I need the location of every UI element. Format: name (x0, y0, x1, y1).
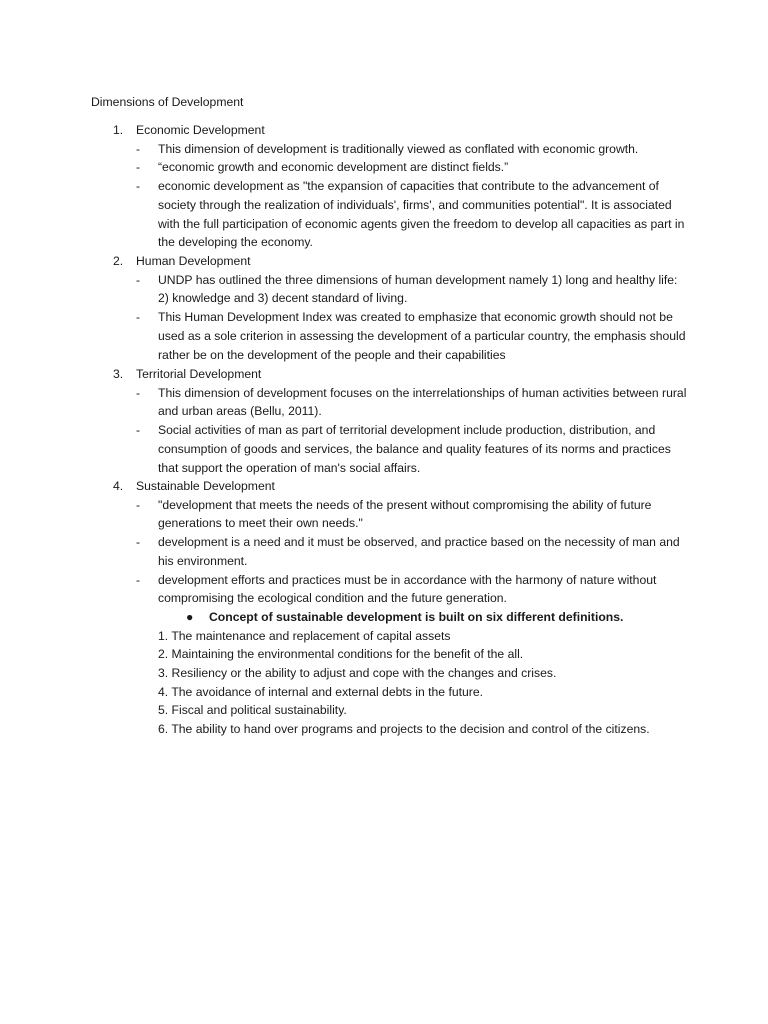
section-heading (0, 252, 768, 271)
list-item-text: "development that meets the needs of the present without compromising the ability of future generations to meet their own needs." (158, 497, 652, 531)
list-item-text: UNDP has outlined the three dimensions of human development namely 1) long and healthy life: 2) knowledge and 3) decent standard of living. (158, 272, 678, 306)
section-label: Territorial Development (136, 367, 262, 381)
list-item (0, 571, 768, 608)
list-item-text: This Human Development Index was created to emphasize that economic growth should not be used as a sole criterion in assessing the development of a particular country, the emphasis should rather be on the development of the people and their capabilities (158, 310, 686, 362)
section-label: Economic Development (136, 123, 265, 137)
bullet-dot-icon: ● (186, 609, 194, 624)
dash-marker: - (136, 179, 141, 194)
dash-marker: - (136, 141, 141, 156)
concept-text: Concept of sustainable development is built on six different definitions. (209, 609, 624, 624)
list-item (0, 140, 768, 159)
list-item (0, 271, 768, 308)
list-item (0, 421, 768, 477)
definition-item: 3. Resiliency or the ability to adjust and cope with the changes and crises. (158, 665, 557, 680)
section-label: Human Development (136, 254, 251, 268)
document-title: Dimensions of Development (91, 95, 244, 109)
list-item (0, 496, 768, 533)
dash-marker: - (136, 497, 141, 512)
concept-heading (0, 608, 768, 627)
section-number: 4. (113, 479, 124, 493)
list-item (0, 384, 768, 421)
section-heading (0, 477, 768, 496)
list-item-text: “economic growth and economic development are distinct fields.” (158, 160, 509, 175)
section-human-development (0, 252, 768, 364)
definition-item: 4. The avoidance of internal and external debts in the future. (158, 684, 483, 699)
list-item-text: Social activities of man as part of territorial development include production, distribution, and consumption of goods and services, the balance and quality features of its norms and practices that support the operation of man's social affairs. (158, 423, 671, 475)
dash-marker: - (136, 572, 141, 587)
dash-marker: - (136, 272, 141, 287)
section-economic-development (0, 121, 768, 252)
dash-marker: - (136, 423, 141, 438)
definition-item: 1. The maintenance and replacement of capital assets (158, 628, 451, 643)
section-territorial-development (0, 365, 768, 477)
list-item-text: This dimension of development focuses on the interrelationships of human activities between rural and urban areas (Bellu, 2011). (158, 385, 687, 419)
section-heading (0, 121, 768, 140)
list-item (0, 177, 768, 252)
section-heading (0, 365, 768, 384)
dash-marker: - (136, 160, 141, 175)
dash-marker: - (136, 535, 141, 550)
definition-item: 5. Fiscal and political sustainability. (158, 703, 347, 718)
definition-item: 2. Maintaining the environmental conditions for the benefit of the all. (158, 647, 524, 662)
definition-item: 6. The ability to hand over programs and projects to the decision and control of the citizens. (158, 722, 650, 737)
list-item (0, 533, 768, 570)
list-item-text: development is a need and it must be observed, and practice based on the necessity of man and his environment. (158, 535, 680, 568)
section-number: 1. (113, 123, 124, 137)
list-item-text: economic development as "the expansion of capacities that contribute to the advancement of society through the realization of individuals', firms', and communities potential". It is associated with the full participation of economic agents given the freedom to develop all capacities as part in the developing the economy. (158, 179, 685, 250)
list-item (0, 158, 768, 177)
section-number: 2. (113, 254, 124, 268)
section-sustainable-development (0, 477, 768, 739)
dash-marker: - (136, 385, 141, 400)
list-item-text: development efforts and practices must be in accordance with the harmony of nature without compromising the ecological condition and the future generation. (158, 572, 657, 606)
list-item (0, 308, 768, 364)
list-item-text: This dimension of development is traditionally viewed as conflated with economic growth. (158, 141, 639, 156)
section-label: Sustainable Development (136, 479, 275, 493)
section-number: 3. (113, 367, 124, 381)
dash-marker: - (136, 310, 141, 325)
